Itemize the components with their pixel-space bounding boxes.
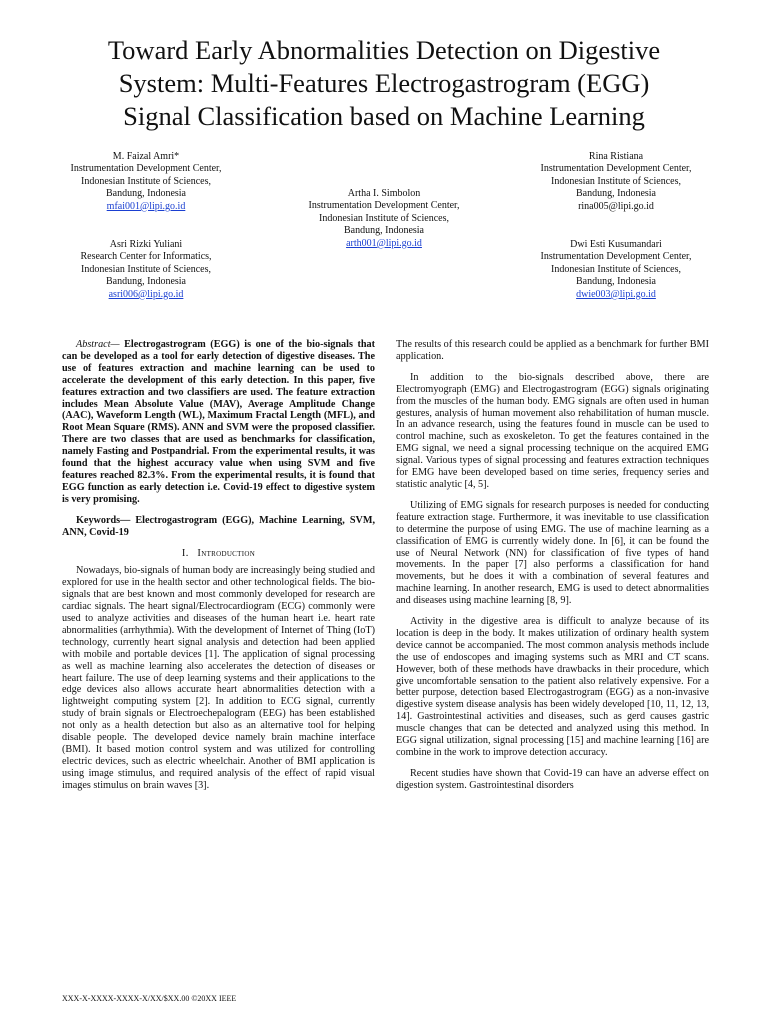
- author-email-link[interactable]: dwie003@lipi.go.id: [576, 288, 656, 300]
- paper-title: [30, 34, 738, 133]
- left-column: [62, 339, 375, 801]
- author-name: M. Faizal Amri*: [112, 151, 180, 162]
- author-block: [26, 151, 266, 213]
- author-location: Bandung, Indonesia: [344, 225, 424, 237]
- author-email-link[interactable]: arth001@lipi.go.id: [346, 237, 422, 249]
- keywords-label: Keywords—: [76, 514, 131, 526]
- keywords-text: Electrogastrogram (EGG), Machine Learning, SVM, ANN, Covid-19: [62, 514, 376, 538]
- copyright-footer: XXX-X-XXXX-XXXX-X/XX/$XX.00 ©20XX IEEE: [62, 994, 237, 1003]
- author-affiliation: Instrumentation Development Center,: [540, 163, 692, 175]
- section-heading: [62, 548, 375, 560]
- body-paragraph: In addition to the bio-signals described above, there are Electromyograph (EMG) and Electrogastrogram (EGG) signals originating from the muscles of the human body. EMG signals are often used in human gestures, analysis of human movement also rehabilitation of human muscle. In an advance research, using the features found in muscle can be used to control machine, such as exoskeleton. To get the features contained in the EMG signal, we need a signal processing technique on the acquired EMG signal. Various types of signal processing and features extraction techniques for EMG have been developed based on time series, frequency series and statistic analytic [4, 5].: [396, 371, 709, 490]
- body-paragraph: Nowadays, bio-signals of human body are increasingly being studied and explored for use in the health sector and other technological fields. The bio-signals that are best known and most commonly developed for research are cardiac signals. The heart signal/Electrocardiogram (ECG) commonly were used to analyze activities and diseases of the human heart i.e. heart rate abnormalities (arrhythmia). With the development of Internet of Thing (IoT) technology, currently heart signal analysis and detection had been applied with mobile and portable devices [1]. The application of signal processing as well as machine learning also accelerates the detection of diseases or heart failure. The use of deep learning systems and their applications to the edge devices also allows accurate heart abnormalities detection with a lightweight computing system [2]. In addition to ECG signal, currently study of brain signals or Electroechepalogram (EEG) has been established not only as a health detection but also as an alternative tool for helping disable people. The developed device namely brain machine interface (BMI). It based motion control system and was utilized for controlling electric devices, such as electric wheelchair. Another of BMI application is using image stimulus, and required analysis of the effect of rapid visual images stimulus on brain waves [3].: [62, 565, 375, 791]
- body-paragraph: Recent studies have shown that Covid-19 can have an adverse effect on digestion system. Gastrointestinal disorders: [396, 767, 709, 791]
- author-affiliation: Indonesian Institute of Sciences,: [551, 175, 681, 187]
- abstract: [62, 339, 375, 506]
- author-affiliation: Indonesian Institute of Sciences,: [319, 212, 449, 224]
- author-name: Dwi Esti Kusumandari: [570, 239, 662, 250]
- section-title: Introduction: [197, 547, 256, 559]
- author-affiliation: Indonesian Institute of Sciences,: [81, 175, 211, 187]
- author-location: Bandung, Indonesia: [576, 276, 656, 288]
- author-name: Artha I. Simbolon: [347, 188, 421, 199]
- right-column: [396, 339, 709, 801]
- author-block: [496, 151, 736, 213]
- author-affiliation: Indonesian Institute of Sciences,: [81, 263, 211, 275]
- author-email-link[interactable]: mfai001@lipi.go.id: [106, 200, 186, 212]
- author-location: Bandung, Indonesia: [106, 188, 186, 200]
- title-line: Signal Classification based on Machine Learning: [123, 101, 645, 131]
- body-paragraph: The results of this research could be applied as a benchmark for further BMI application.: [396, 339, 709, 362]
- author-location: Bandung, Indonesia: [576, 188, 656, 200]
- author-name: Asri Rizki Yuliani: [109, 239, 183, 250]
- author-block: [264, 188, 504, 250]
- author-affiliation: Research Center for Informatics,: [80, 251, 212, 263]
- author-affiliation: Instrumentation Development Center,: [308, 200, 460, 212]
- title-line: Toward Early Abnormalities Detection on Digestive: [107, 35, 661, 65]
- author-email: rina005@lipi.go.id: [578, 200, 654, 212]
- section-number: I.: [181, 547, 189, 559]
- body-paragraph: Utilizing of EMG signals for research purposes is needed for conducting feature extraction stage. Furthermore, it was inevitable to use classification to determine the purpose of using EMG. The use of machine learning as a classification of EMG is currently widely done. In [6], it can be found the use of Neural Network (NN) for classification of five types of hand movements. In the paper [7] also performs a classification for hand movements, but he does it with a combination of several features and machine learning. In another research, EMG is used to detect abnormalities and diseases using machine learning [8, 9].: [396, 499, 709, 607]
- author-affiliation: Instrumentation Development Center,: [70, 163, 222, 175]
- body-paragraph: Activity in the digestive area is difficult to analyze because of its location is deep in the body. It makes utilization of ordinary health system device cannot be accompanied. The most common analysis methods include the use of endoscopes and imaging systems such as MRI and CT scans. However, both of these methods have drawbacks in their procedure, which give uncomfortable sensation to the patient also relatively expensive. For a better purpose, detection based Electrogastrogram (EGG) as a non-invasive digestive system disease analysis has been widely developed [10, 11, 12, 13, 14]. Gastrointestinal activities and diseases, such as gerd causes gastric muscle changes that can be detected and analyzed using this method. In EGG signal utilization, signal processing [15] and machine learning [16] are combine in the work to improve detection accuracy.: [396, 616, 709, 758]
- author-name: Rina Ristiana: [588, 151, 644, 162]
- author-block: [26, 239, 266, 301]
- title-line: System: Multi-Features Electrogastrogram (EGG): [118, 68, 650, 98]
- abstract-text: Electrogastrogram (EGG) is one of the bio-signals that can be developed as a tool for early detection of digestive diseases. The use of features extraction and machine learning can be used to accelerate the development of this early detection. In this paper, five features extraction and two classifiers are used. The feature extraction includes Mean Absolute Value (MAV), Average Amplitude Change (AAC), Waveform Length (WL), Maximum Fractal Length (MFL), and Root Mean Square (RMS). ANN and SVM were the proposed classifier. There are two classes that are used as benchmarks for classification, namely Fasting and Postpandrial. From the experimental results, it was found that the highest accuracy value when using SVM and five features reached 82.3%. From the experimental results, it is found that EGG function as early detection i.e. Covid-19 effect to digestive system is very promising.: [62, 339, 375, 505]
- abstract-label: Abstract—: [76, 339, 120, 350]
- author-block: [496, 239, 736, 301]
- author-email-link[interactable]: asri006@lipi.go.id: [108, 288, 184, 300]
- author-location: Bandung, Indonesia: [106, 276, 186, 288]
- keywords: [62, 515, 375, 539]
- author-affiliation: Instrumentation Development Center,: [540, 251, 692, 263]
- author-affiliation: Indonesian Institute of Sciences,: [551, 263, 681, 275]
